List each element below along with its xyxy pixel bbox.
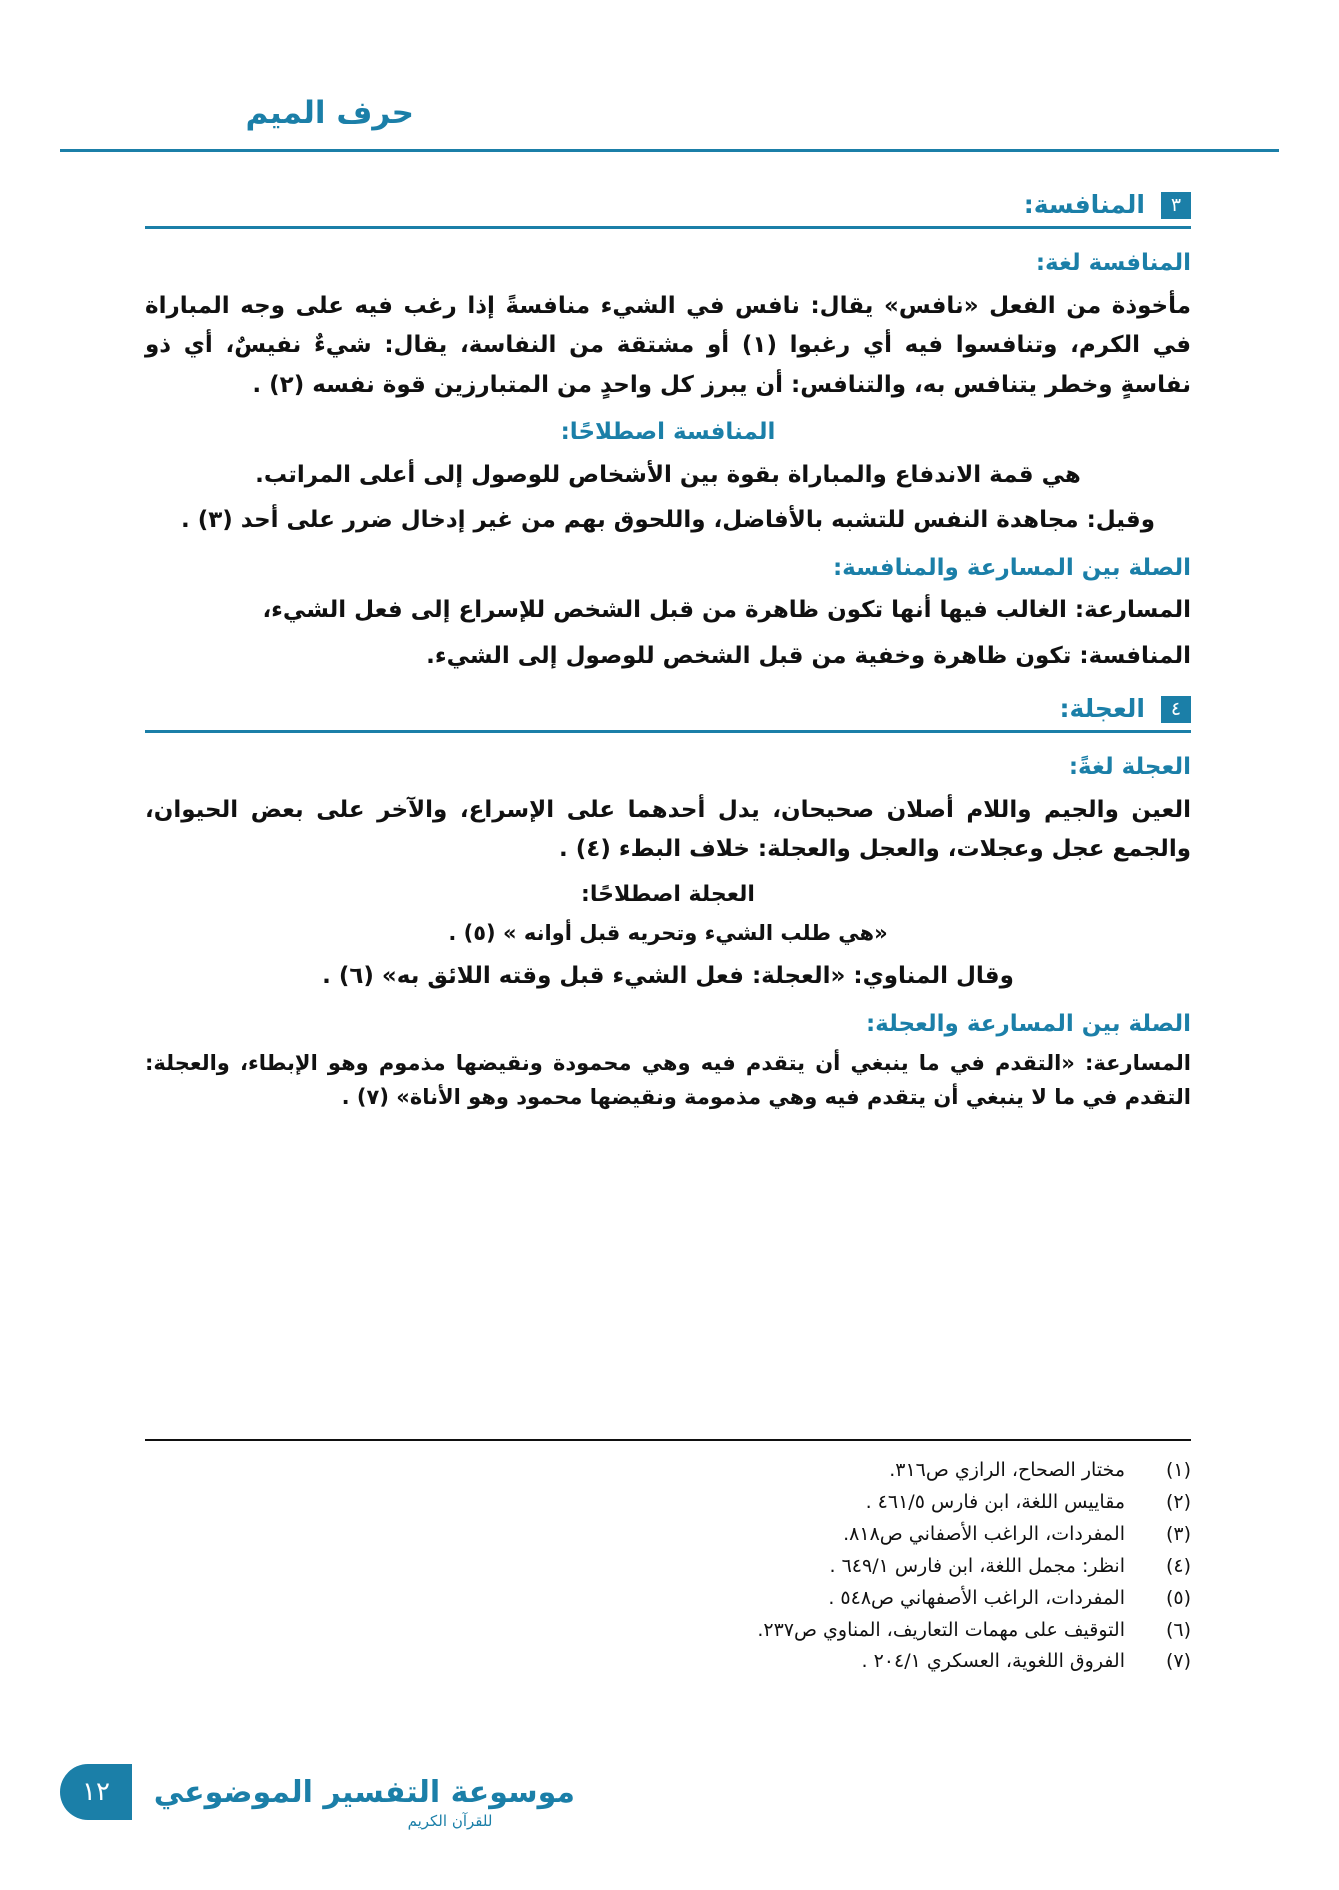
footnotes-divider <box>145 1439 1191 1441</box>
footnote-item <box>145 1583 1191 1615</box>
paragraph-ajala-munawi: وقال المناوي: «العجلة: فعل الشيء قبل وقته اللائق به» (٦) . <box>322 963 1014 990</box>
entry-title-4: العجلة: <box>1059 694 1145 724</box>
footnote-item <box>145 1519 1191 1551</box>
paragraph-ajala-lugha: العين والجيم واللام أصلان صحيحان، يدل أحدهما على الإسراع، والآخر على بعض الحيوان، والجمع عجل وعجلات، والعجل والعجلة: خلاف البطء (٤) . <box>145 796 1191 863</box>
paragraph-sila-musaraa-ajala: المسارعة: «التقدم في ما ينبغي أن يتقدم فيه وهي محمودة ونقيضها مذموم وهو الإبطاء، والعجلة: التقدم في ما لا ينبغي أن يتقدم فيه وهي مذمومة ونقيضها محمود وهو الأناة» (٧) . <box>145 1051 1191 1109</box>
paragraph-manafasa-definition: هي قمة الاندفاع والمباراة بقوة بين الأشخاص للوصول إلى أعلى المراتب. <box>255 461 1081 488</box>
entry-title-3: المنافسة: <box>1023 190 1145 219</box>
footnote-number: (٣) <box>1165 1522 1191 1545</box>
entry-number-badge-4: ٤ <box>1161 696 1191 723</box>
subheading-ajala-lugha: العجلة لغةً: <box>1068 754 1191 781</box>
footnote-number: (٥) <box>1165 1586 1191 1609</box>
paragraph-musaraa-meaning: المسارعة: الغالب فيها أنها تكون ظاهرة من قبل الشخص للإسراع إلى فعل الشيء، <box>262 597 1191 624</box>
entry-divider-3 <box>145 226 1191 229</box>
entry-heading-3 <box>145 190 1191 232</box>
footnote-item <box>145 1551 1191 1583</box>
footnote-number: (٦) <box>1165 1618 1191 1641</box>
footnote-text: التوقيف على مهمات التعاريف، المناوي ص٢٣٧. <box>757 1618 1125 1641</box>
entry-number-badge-3: ٣ <box>1161 192 1191 219</box>
footnote-number: (١) <box>1165 1459 1191 1481</box>
entry-heading-4 <box>145 694 1191 736</box>
subheading-sila-musaraa-munafasa: الصلة بين المسارعة والمنافسة: <box>832 554 1191 581</box>
subheading-ajala-istilahan: العجلة اصطلاحًا: <box>581 881 755 907</box>
footnote-text: الفروق اللغوية، العسكري ٢٠٤/١ . <box>861 1650 1125 1673</box>
footnote-text: المفردات، الراغب الأصفاني ص٨١٨. <box>843 1522 1125 1545</box>
footnote-number: (٢) <box>1165 1490 1191 1513</box>
footnotes-block <box>145 1455 1191 1678</box>
footnote-item <box>145 1615 1191 1647</box>
page-footer <box>0 1748 1339 1838</box>
footnote-number: (٤) <box>1165 1554 1191 1577</box>
main-content <box>145 190 1191 1120</box>
logo-main-text: موسوعة التفسير الموضوعي <box>153 1775 575 1810</box>
header-divider <box>60 149 1279 152</box>
paragraph-munafasa-meaning: المنافسة: تكون ظاهرة وخفية من قبل الشخص للوصول إلى الشيء. <box>426 642 1191 669</box>
page-header <box>60 95 1279 155</box>
subheading-manafasa-lugha: المنافسة لغة: <box>1035 250 1191 276</box>
subheading-manafasa-istilahan: المنافسة اصطلاحًا: <box>560 419 776 446</box>
paragraph-ajala-definition: «هي طلب الشيء وتحريه قبل أوانه » (٥) . <box>448 920 888 945</box>
footnote-text: انظر: مجمل اللغة، ابن فارس ٦٤٩/١ . <box>829 1554 1125 1577</box>
running-head-title: حرف الميم <box>245 95 414 131</box>
logo-sub-text: للقرآن الكريم <box>407 1812 493 1830</box>
entry-divider-4 <box>145 730 1191 733</box>
footnote-text: مقاييس اللغة، ابن فارس ٤٦١/٥ . <box>865 1490 1125 1513</box>
publisher-logo <box>153 1775 575 1830</box>
paragraph-manafasa-lugha: مأخوذة من الفعل «نافس» يقال: نافس في الشيء منافسةً إذا رغب فيه على وجه المباراة في الكرم، وتنافسوا فيه أي رغبوا (١) أو مشتقة من النفاسة، يقال: شيءٌ نفيسٌ، أي ذو نفاسةٍ وخطر يتنافس به، والتنافس: أن يبرز كل واحدٍ من المتبارزين قوة نفسه (٢) . <box>145 292 1192 398</box>
footnote-text: المفردات، الراغب الأصفهاني ص٥٤٨ . <box>828 1586 1125 1609</box>
footnote-text: مختار الصحاح، الرازي ص٣١٦. <box>889 1459 1125 1481</box>
footnote-number: (٧) <box>1165 1650 1191 1673</box>
footnote-item <box>145 1487 1191 1519</box>
page-number-badge: ١٢ <box>60 1764 132 1820</box>
subheading-sila-musaraa-ajala: الصلة بين المسارعة والعجلة: <box>865 1010 1191 1037</box>
footnote-item <box>145 1455 1191 1487</box>
paragraph-manafasa-second-definition: وقيل: مجاهدة النفس للتشبه بالأفاضل، واللحوق بهم من غير إدخال ضرر على أحد (٣) . <box>180 507 1156 534</box>
footnote-item <box>145 1646 1191 1678</box>
